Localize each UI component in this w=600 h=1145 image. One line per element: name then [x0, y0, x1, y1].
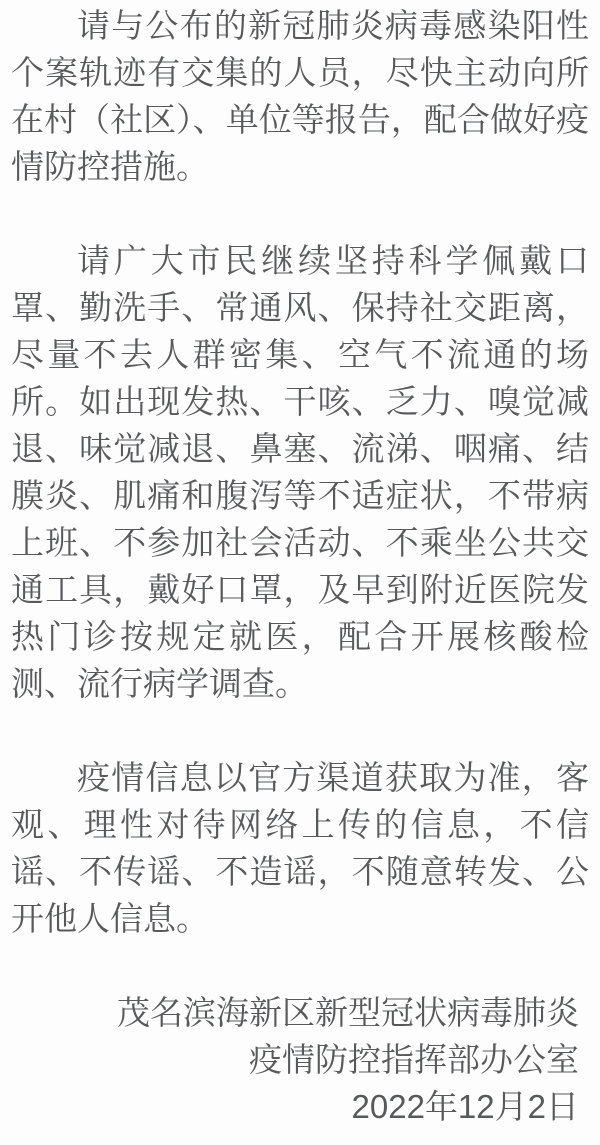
paragraph-official-information: 疫情信息以官方渠道获取为准，客观、理性对待网络上传的信息，不信谣、不传谣、不造谣，不随意转发、公开他人信息。: [11, 759, 589, 937]
signature-org-line-2: 疫情防控指挥部办公室: [249, 1041, 579, 1078]
paragraph-protective-measures: 请广大市民继续坚持科学佩戴口罩、勤洗手、常通风、保持社交距离，尽量不去人群密集、空气不流通的场所。如出现发热、干咳、乏力、嗅觉减退、味觉减退、鼻塞、流涕、咽痛、结膜炎、肌痛和腹泻等不适症状，不带病上班、不参加社会活动、不乘坐公共交通工具，戴好口罩，及早到附近医院发热门诊按规定就医，配合开展核酸检测、流行病学调查。: [11, 242, 589, 702]
signature-date: 2022年12月2日: [351, 1088, 579, 1125]
signature-block: [11, 989, 589, 1130]
paragraph-report-contact: 请与公布的新冠肺炎病毒感染阳性个案轨迹有交集的人员，尽快主动向所在村（社区）、单位等报告，配合做好疫情防控措施。: [11, 7, 589, 185]
signature-org-line-1: 茂名滨海新区新型冠状病毒肺炎: [117, 994, 579, 1031]
